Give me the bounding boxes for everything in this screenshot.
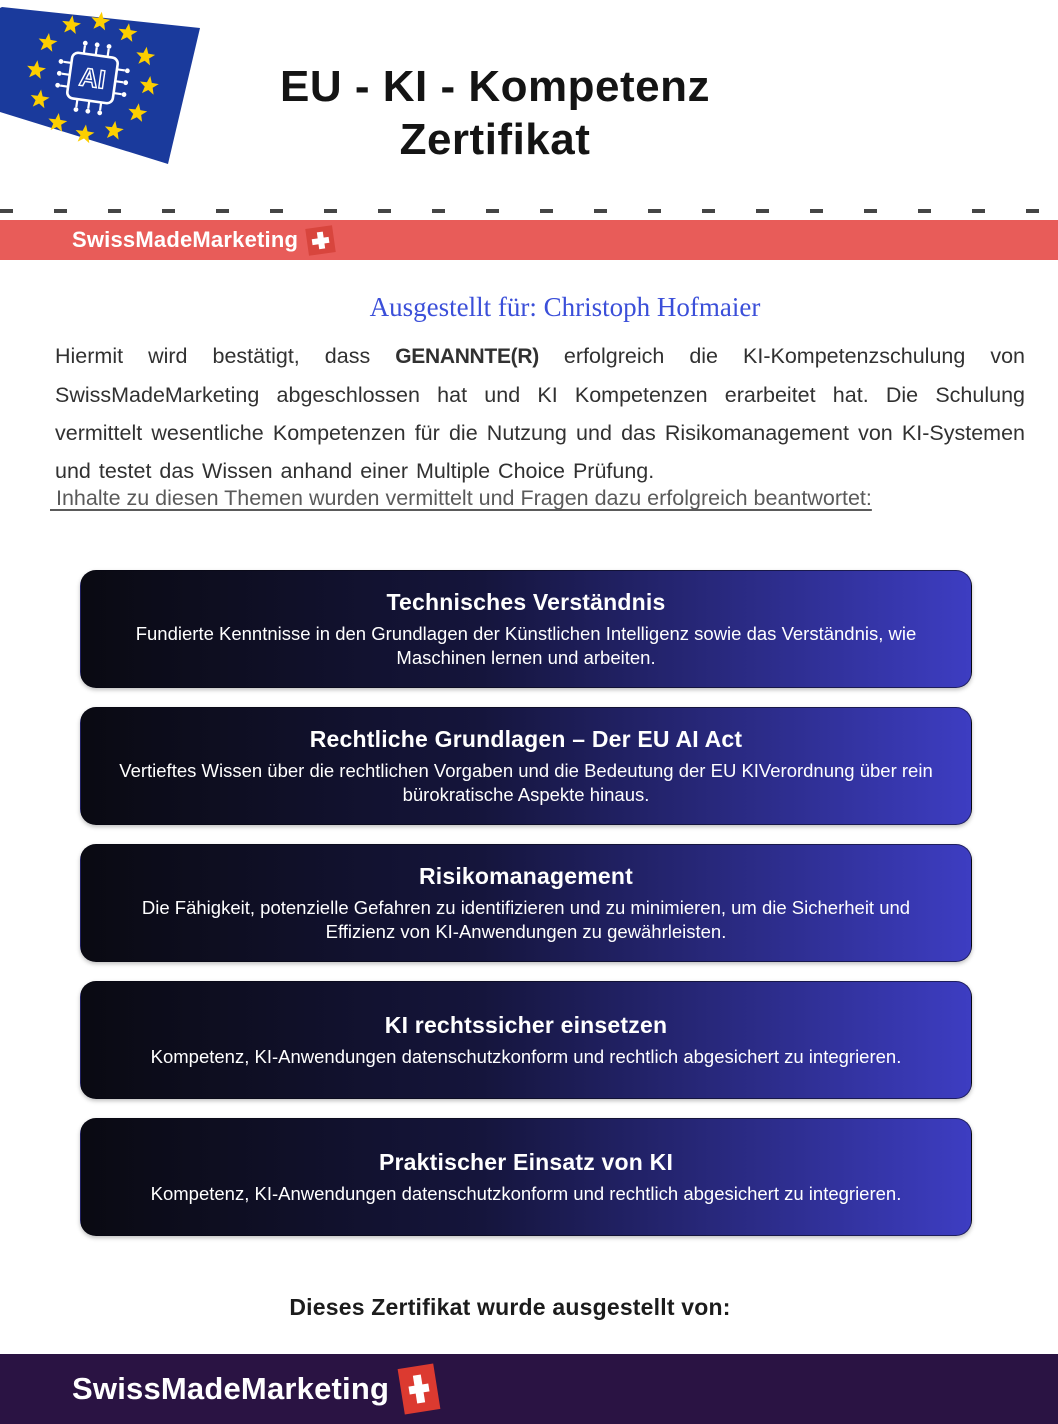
issued-for-line: Ausgestellt für: Christoph Hofmaier — [369, 292, 761, 322]
brand-banner — [0, 220, 1058, 260]
brand-name: SwissMadeMarketing — [72, 227, 299, 252]
card-title: Praktischer Einsatz von KI — [378, 1148, 674, 1175]
issued-by-label: Dieses Zertifikat wurde ausgestellt von: — [289, 1294, 731, 1320]
swiss-cross-horizontal — [312, 236, 330, 244]
footer-brand-bar — [0, 1354, 1058, 1424]
swiss-flag-icon — [398, 1363, 441, 1414]
topics-heading: Inhalte zu diesen Themen wurden vermittelt und Fragen dazu erfolgreich beantwortet: — [50, 486, 872, 510]
card-title: Technisches Verständnis — [386, 589, 666, 616]
swiss-cross-horizontal — [409, 1383, 430, 1394]
card-title: Rechtliche Grundlagen – Der EU AI Act — [309, 726, 743, 753]
swiss-flag-icon — [305, 225, 335, 255]
card-description: Vertieftes Wissen über die rechtlichen Vorgaben und die Bedeutung der EU KIVerordnung über rein bürokratische Aspekte hinaus. — [119, 760, 933, 805]
certificate-body-paragraph — [55, 337, 1025, 490]
certificate-title-line1: EU - KI - Kompetenz — [280, 62, 710, 111]
topic-card-technisches-verstaendnis — [80, 570, 972, 688]
topic-card-risikomanagement — [80, 844, 972, 962]
dashed-separator — [0, 209, 1058, 213]
topic-cards — [80, 570, 972, 1255]
recipient-placeholder: GENANNTE(R) — [395, 345, 539, 368]
card-description: Kompetenz, KI-Anwendungen datenschutzkonform und rechtlich abgesichert zu integrieren. — [150, 1045, 902, 1067]
certificate-title — [0, 60, 990, 166]
card-title: KI rechtssicher einsetzen — [384, 1011, 668, 1038]
card-description: Kompetenz, KI-Anwendungen datenschutzkonform und rechtlich abgesichert zu integrieren. — [150, 1182, 902, 1204]
certificate-title-line2: Zertifikat — [399, 115, 591, 164]
card-title: Risikomanagement — [418, 863, 634, 890]
card-description: Die Fähigkeit, potenzielle Gefahren zu identifizieren und zu minimieren, um die Sicherheit und Effizienz von KI-Anwendungen zu gewährleisten. — [141, 897, 911, 942]
brand-name: SwissMadeMarketing — [72, 1371, 390, 1406]
body-text-after: erfolgreich die KI-Kompetenzschulung von SwissMadeMarketing abgeschlossen hat und KI Kompetenzen erarbeitet hat. Die Schulung vermittelt wesentliche Kompetenzen für die Nutzung und das Risikomanagement von KI-Systemen und testet das Wissen anhand einer Multiple Choice Prüfung. — [55, 344, 1025, 483]
topic-card-praktischer-einsatz — [80, 1118, 972, 1236]
body-text-before: Hiermit wird bestätigt, dass — [55, 344, 396, 368]
card-description: Fundierte Kenntnisse in den Grundlagen der Künstlichen Intelligenz sowie das Verständnis, wie Maschinen lernen und arbeiten. — [135, 623, 917, 668]
topic-card-rechtliche-grundlagen — [80, 707, 972, 825]
topic-card-ki-rechtssicher — [80, 981, 972, 1099]
ai-chip-label: AI — [77, 61, 108, 95]
